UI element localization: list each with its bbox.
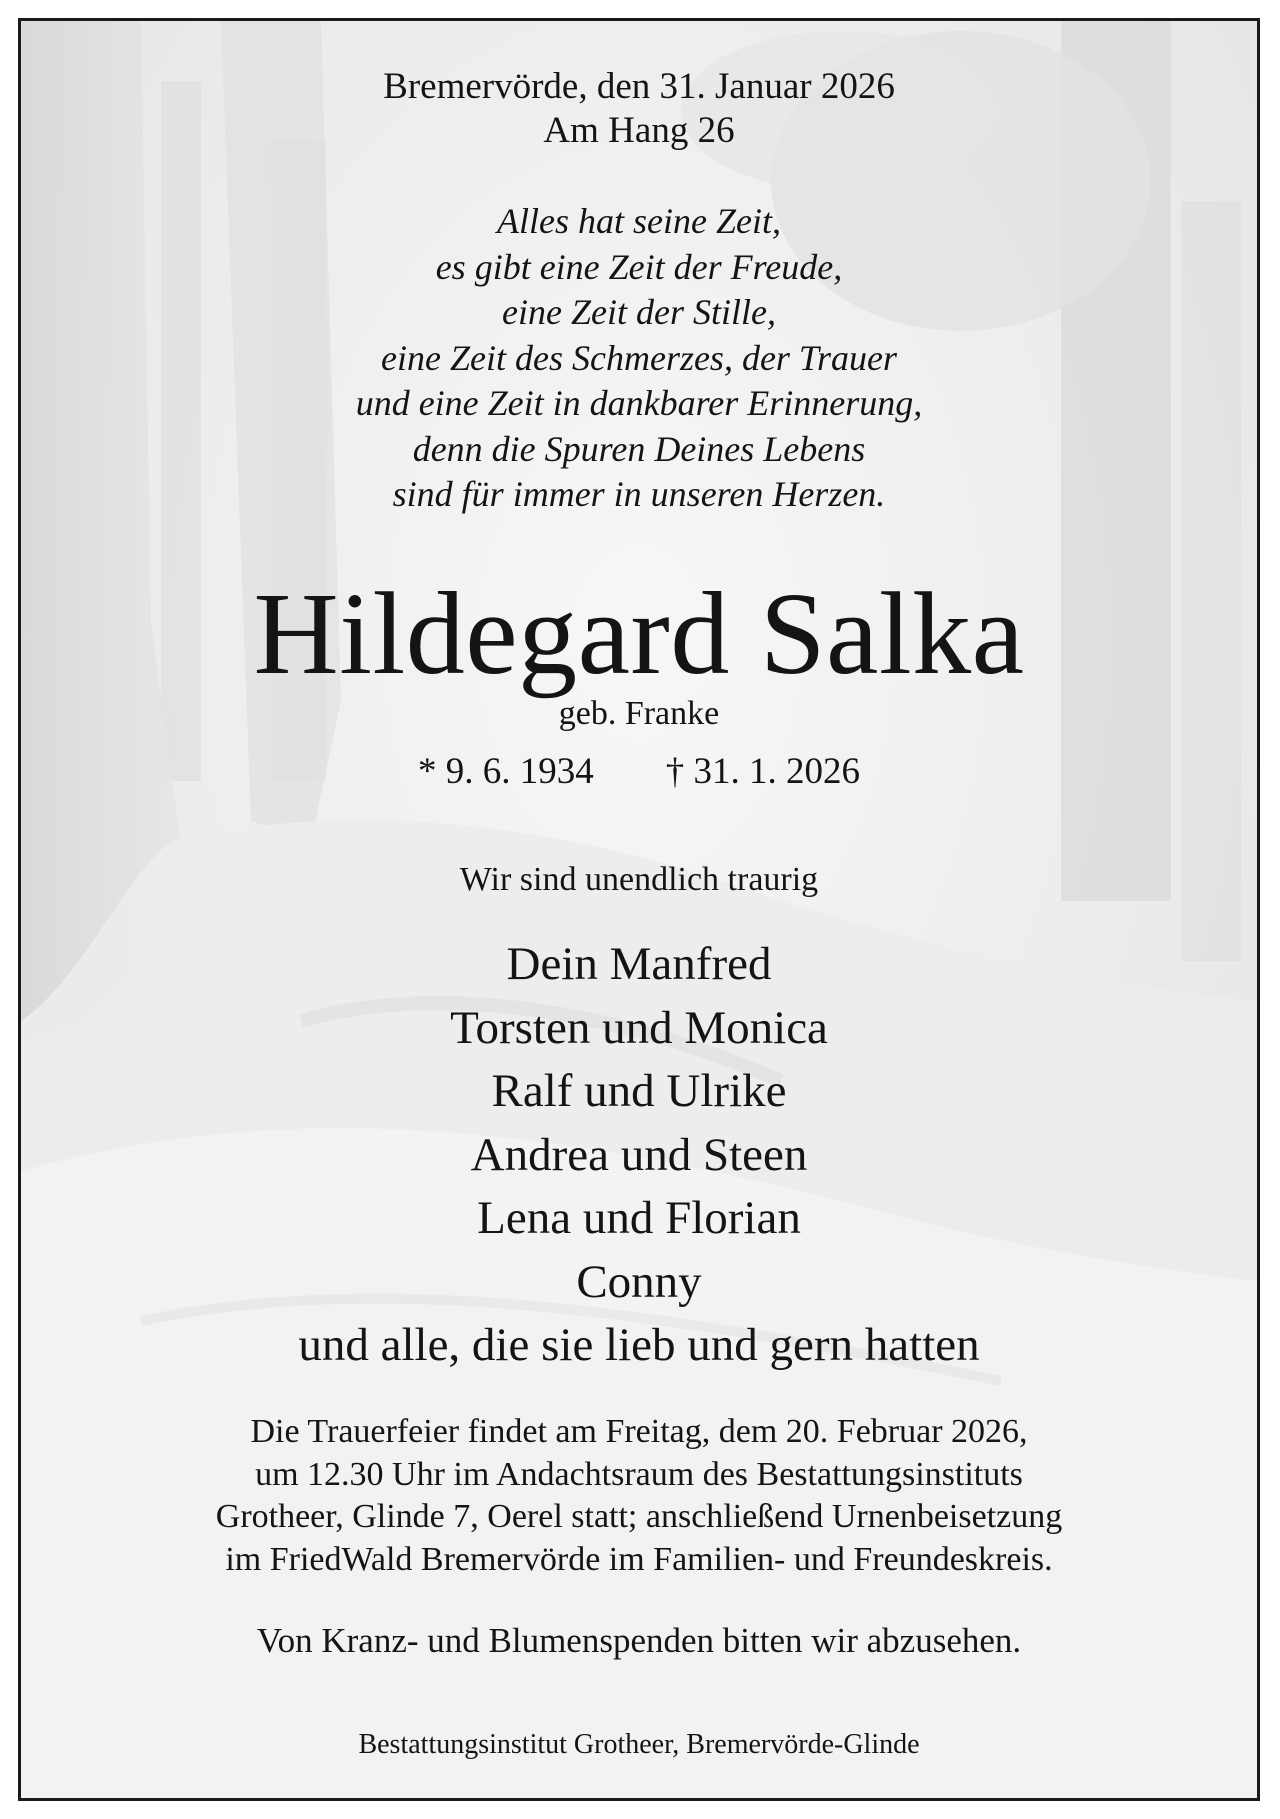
service-line: im FriedWald Bremervörde im Familien- und Freundeskreis. (225, 1540, 1053, 1578)
poem (21, 199, 1257, 518)
birth-name: geb. Franke (558, 695, 720, 732)
poem-line: sind für immer in unseren Herzen. (392, 474, 886, 514)
mourner-name: Conny (576, 1255, 702, 1308)
mourner-name: und alle, die sie lieb und gern hatten (298, 1319, 980, 1371)
service-line: Die Trauerfeier findet am Freitag, dem 20. Februar 2026, (250, 1413, 1028, 1450)
deceased-name: Hildegard Salka (253, 568, 1025, 699)
death-date: † 31. 1. 2026 (665, 751, 860, 792)
mourners-list (21, 933, 1257, 1378)
poem-line: Alles hat seine Zeit, (497, 201, 781, 241)
service-line: um 12.30 Uhr im Andachtsraum des Bestattungsinstituts (255, 1455, 1023, 1493)
poem-line: es gibt eine Zeit der Freude, (435, 246, 843, 287)
header (21, 65, 1257, 153)
poem-line: eine Zeit der Stille, (502, 292, 776, 332)
funeral-service-info (21, 1411, 1257, 1581)
mourner-name: Andrea und Steen (470, 1128, 808, 1181)
poem-line: denn die Spuren Deines Lebens (412, 428, 866, 469)
service-line: Grotheer, Glinde 7, Oerel statt; anschließend Urnenbeisetzung (215, 1498, 1063, 1535)
obituary-card (18, 18, 1260, 1801)
undertaker: Bestattungsinstitut Grotheer, Bremervörde-Glinde (358, 1729, 920, 1760)
life-dates (21, 749, 1257, 795)
poem-line: eine Zeit des Schmerzes, der Trauer (381, 337, 897, 378)
mourner-name: Ralf und Ulrike (491, 1065, 787, 1117)
mourner-name: Dein Manfred (506, 938, 772, 990)
mourner-name: Lena und Florian (477, 1192, 801, 1244)
birth-date: * 9. 6. 1934 (418, 751, 594, 792)
mourner-name: Torsten und Monica (450, 1001, 828, 1054)
address: Am Hang 26 (543, 110, 735, 151)
place-date: Bremervörde, den 31. Januar 2026 (383, 66, 895, 107)
flower-request: Von Kranz- und Blumenspenden bitten wir abzusehen. (256, 1621, 1022, 1660)
mourners-intro: Wir sind unendlich traurig (459, 861, 819, 898)
poem-line: und eine Zeit in dankbarer Erinnerung, (355, 383, 923, 423)
